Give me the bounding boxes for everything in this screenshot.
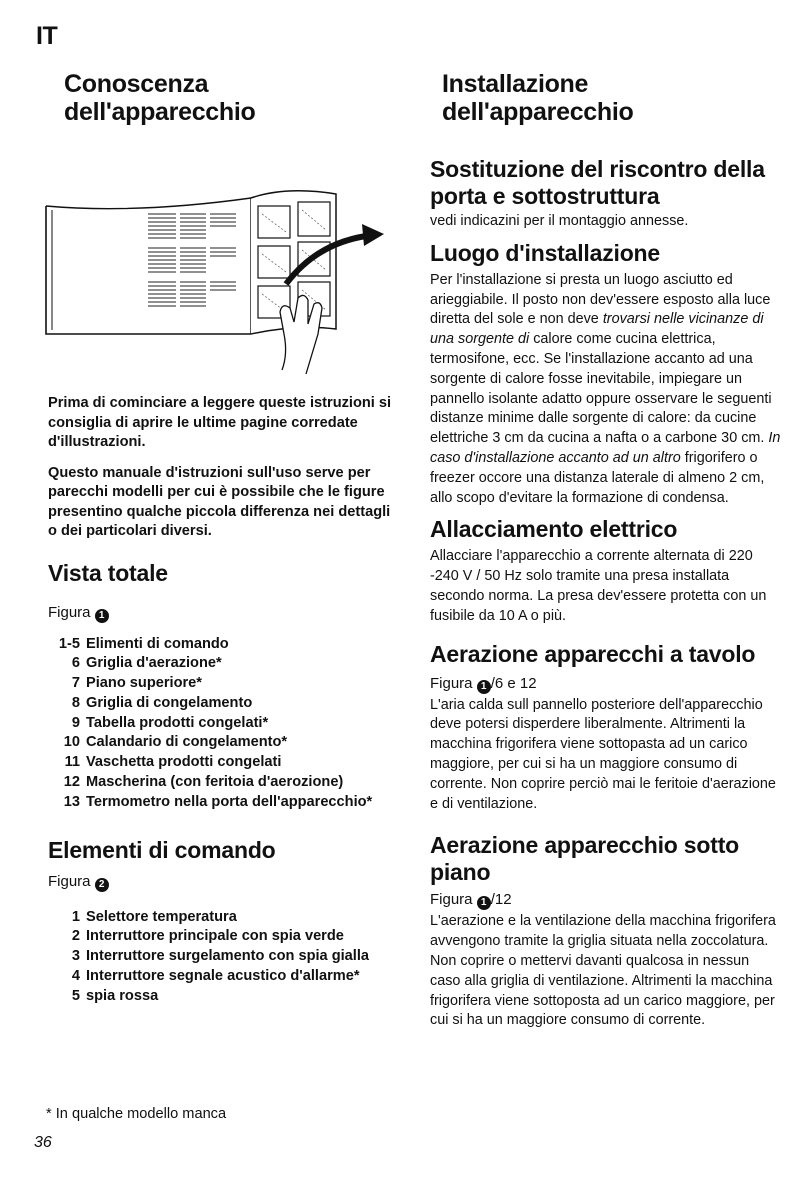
list-item-text: Selettore temperatura [86,908,237,925]
figure-number-badge: 1 [95,609,109,623]
list-item-number: 2 [71,928,80,945]
list-item [48,694,398,714]
title-line: dell'apparecchio [442,98,634,126]
list-item [48,947,398,967]
list-item-number: 7 [71,675,80,692]
language-code: IT [36,22,58,50]
list-item-text: Elimenti di comando [86,635,229,652]
list-item-text: Mascherina (con feritoia d'aerozione) [86,774,344,791]
section-heading-elementi: Elementi di comando [48,836,276,863]
page-title-right [442,70,782,126]
allacciamento-text: Allacciare l'apparecchio a corrente alternata di 220 -240 V / 50 Hz solo tramite una presa installata secondo norma. La presa dev'essere protetta con un fusibile da 10 A o più. [430,548,767,624]
title-line: dell'apparecchio [64,98,256,126]
list-item [48,753,398,773]
list-item-number: 6 [71,655,80,672]
list-item [48,773,398,793]
figura-label: Figura [430,674,473,692]
figure-reference [430,890,782,910]
list-item-number: 12 [63,774,80,791]
list-item [48,793,398,813]
section-heading-allacciamento: Allacciamento elettrico [430,516,678,543]
figure-number-badge: 2 [95,878,109,892]
list-item-text: Calandario di congelamento* [86,734,288,751]
list-item-text: Griglia d'aerazione* [86,655,222,672]
figure-reference [48,603,398,623]
list-item-number: 10 [63,734,80,751]
page-title-left [64,70,398,126]
luogo-text-part: calore come cucina elettrica, termosifone, ecc. Se l'installazione accanto ad una sorgente di calore fosse inevitabile, impiegare un pannello isolante adatto oppure osservare le seguenti distanze minime dalle sorgente di calore: da cucine elettriche 3 cm da cucina a nafta o a carbone 30 cm. [430,331,772,447]
figure-number-badge: 1 [477,896,491,910]
manual-illustration [36,184,386,384]
figure-reference [430,674,782,694]
figura-label: Figura [48,872,91,890]
list-item-text: Termometro nella porta dell'apparecchio* [86,793,373,810]
list-item-text: Interruttore segnale acustico d'allarme* [86,968,360,985]
figure-reference [48,872,398,892]
title-line: Installazione [442,70,589,98]
luogo-text-italic: In caso d'installazione accanto ad un altro [430,430,781,466]
figura-label: Figura [430,891,473,909]
elementi-items-list [48,908,398,1007]
title-line: Conoscenza [64,70,209,98]
list-item-number: 3 [71,948,80,965]
section-heading-sostituzione: Sostituzione del riscontro della porta e sottostruttura [430,156,765,209]
list-item-number: 8 [71,694,80,711]
aerazione-sotto-text: L'aerazione e la ventilazione della macchina frigorifera avvengono tramite la griglia situata nella zoccolatura. Non coprire o mettervi davanti qualcosa in nessun caso alla griglia di ventilazione. Altrimenti la macchina frigorifera viene sottoposta ad un carico maggiore, per cui si ha un maggiore consumo di corrente. [430,913,776,1029]
footnote: * In qualche modello manca [46,1106,227,1122]
luogo-text-part: frigorifero o freezer occore una distanza laterale di almeno 2 cm, allo scopo d'evitare la formazione di condensa. [430,449,765,506]
list-item [48,967,398,987]
figure-number-badge: 1 [477,680,491,694]
aerazione-tavolo-text: L'aria calda sull pannello posteriore dell'apparecchio deve potersi disperdere liberalmente. Altrimenti la macchina frigorifera viene sottopasta ad un carico maggiore, per cui si ha un maggiore consumo di corrente. Non coprire perciò mai le feritoie d'aerazione e di ventilazione. [430,696,776,812]
list-item [48,733,398,753]
section-heading-luogo: Luogo d'installazione [430,239,660,266]
luogo-text [430,271,782,509]
list-item-number: 9 [71,714,80,731]
list-item [48,654,398,674]
figura-suffix: /6 e 12 [490,674,537,692]
sostituzione-text: vedi indicazini per il montaggio annesse. [430,213,689,229]
list-item-number: 11 [64,754,80,771]
list-item [48,908,398,928]
section-heading-aerazione-sotto: Aerazione apparecchio sotto piano [430,832,740,886]
list-item-number: 1 [71,908,80,925]
list-item-number: 1-5 [58,635,80,652]
list-item [48,714,398,734]
list-item-text: Piano superiore* [86,675,202,692]
list-item [48,635,398,655]
list-item [48,674,398,694]
list-item-number: 5 [71,987,80,1004]
vista-items-list [48,635,398,813]
list-item-text: Griglia di congelamento [86,694,253,711]
figura-suffix: /12 [490,891,512,909]
list-item [48,927,398,947]
intro-paragraph: Prima di cominciare a leggere queste istruzioni si consiglia di aprire le ultime pagine corredate d'illustrazioni. [48,395,392,450]
luogo-text-italic: trovarsi nelle vicinanze di una sorgente di [430,311,764,348]
section-heading-vista: Vista totale [48,559,168,586]
page-number: 36 [34,1134,52,1151]
list-item [48,987,398,1007]
list-item-text: Interruttore surgelamento con spia gialla [86,948,370,965]
list-item-text: Tabella prodotti congelati* [86,714,269,731]
open-manual-image [36,184,386,384]
list-item-text: Interruttore principale con spia verde [86,928,344,945]
section-heading-aerazione-tavolo: Aerazione apparecchi a tavolo [430,640,756,667]
figura-label: Figura [48,603,91,621]
list-item-text: Vaschetta prodotti congelati [86,754,282,771]
list-item-number: 13 [63,793,80,810]
list-item-number: 4 [71,968,80,985]
intro-paragraph: Questo manuale d'istruzioni sull'uso serve per parecchi modelli per cui è possibile che le figure presentino qualche piccola differenza nei dettagli o dei particolari diversi. [48,464,391,539]
luogo-text-part: Per l'installazione si presta un luogo asciutto ed arieggiabile. Il posto non dev'essere esposto alla luce diretta del sole e non deve [430,271,771,328]
list-item-text: spia rossa [86,987,159,1004]
right-column [430,70,782,1031]
left-column [48,70,398,1007]
